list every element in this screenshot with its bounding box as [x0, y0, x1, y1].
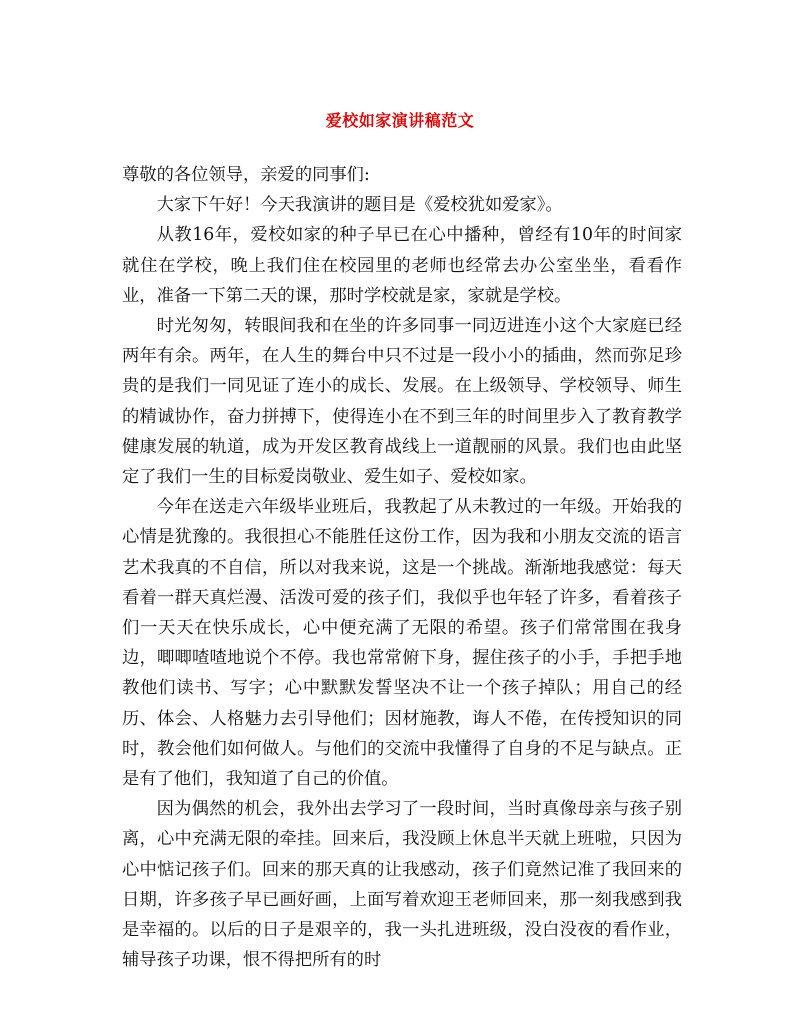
document-title: 爱校如家演讲稿范文 — [325, 111, 475, 130]
paragraph-greeting: 大家下午好！今天我演讲的题目是《爱校犹如爱家》。 — [156, 195, 563, 216]
document-body — [122, 160, 682, 975]
paragraph-study-trip: 因为偶然的机会，我外出去学习了一段时间，当时真像母亲与孩子别离，心中充满无限的牵挂。回来后，我没顾上休息半天就上班啦，只因为心中惦记孩子们。回来的那天真的让我感动，孩子们竟然记准了我回来的日期，许多孩子早已画好画，上面写着欢迎王老师回来，那一刻我感到我是幸福的。以后的日子是艰辛的，我一头扎进班级，没白没夜的看作业，辅导孩子功课，恨不得把所有的时 — [122, 799, 682, 971]
paragraph-teaching-years: 从教16年，爱校如家的种子早已在心中播种，曾经有10年的时间家就住在学校，晚上我们住在校园里的老师也经常去办公室坐坐，看看作业，准备一下第二天的课，那时学校就是家，家就是学校。 — [122, 225, 682, 306]
salutation: 尊敬的各位领导，亲爱的同事们: — [122, 165, 370, 185]
paragraph-first-grade: 今年在送走六年级毕业班后，我教起了从未教过的一年级。开始我的心情是犹豫的。我很担心不能胜任这份工作，因为我和小朋友交流的语言艺术我真的不自信，所以对我来说，这是一个挑战。渐渐地我感觉：每天看着一群天真烂漫、活泼可爱的孩子们，我似乎也年轻了许多，看着孩子们一天天在快乐成长，心中便充满了无限的希望。孩子们常常围在我身边，唧唧喳喳地说个不停。我也常常俯下身，握住孩子的小手，手把手地教他们读书、写字；心中默默发誓坚决不让一个孩子掉队；用自己的经历、体会、人格魅力去引导他们；因材施教，诲人不倦，在传授知识的同时，教会他们如何做人。与他们的交流中我懂得了自身的不足与缺点。正是有了他们，我知道了自己的价值。 — [122, 497, 682, 790]
paragraph-school-growth: 时光匆匆，转眼间我和在坐的许多同事一同迈进连小这个大家庭已经两年有余。两年，在人生的舞台中只不过是一段小小的插曲，然而弥足珍贵的是我们一同见证了连小的成长、发展。在上级领导、学校领导、师生的精诚协作，奋力拼搏下，使得连小在不到三年的时间里步入了教育教学健康发展的轨道，成为开发区教育战线上一道靓丽的风景。我们也由此坚定了我们一生的目标爱岗敬业、爱生如子、爱校如家。 — [122, 316, 682, 488]
